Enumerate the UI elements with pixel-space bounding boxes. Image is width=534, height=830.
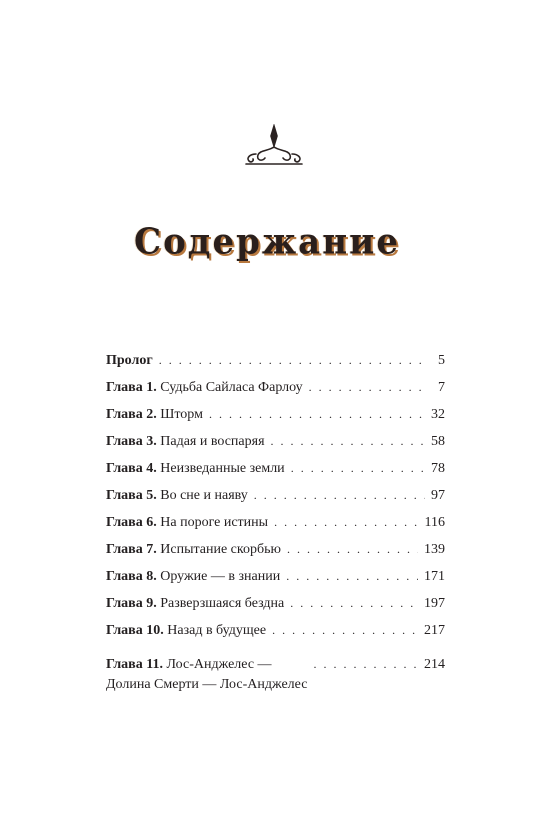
toc-page-number: 139: [424, 542, 445, 557]
toc-page-number: 197: [424, 596, 445, 611]
dot-leader: [274, 512, 418, 532]
toc-entry-chapter-6[interactable]: [106, 512, 445, 539]
toc-entry-prefix: Пролог: [106, 353, 153, 368]
toc-page-number: 217: [424, 623, 445, 638]
toc-entry-prefix: Глава 3.: [106, 434, 157, 449]
toc-page-number: 32: [431, 407, 445, 422]
toc-page-number: 214: [424, 657, 445, 672]
dot-leader: [272, 620, 418, 640]
toc-entry-title: Назад в будущее: [167, 623, 267, 638]
dot-leader: [290, 593, 418, 613]
toc-entry-chapter-1[interactable]: [106, 377, 445, 404]
toc-entry-chapter-3[interactable]: [106, 431, 445, 458]
page-title: Содержание: [134, 221, 400, 263]
toc-entry-chapter-11[interactable]: [106, 654, 445, 695]
toc-page-number: 97: [431, 488, 445, 503]
toc-page-number: 5: [438, 353, 445, 368]
toc-entry-chapter-9[interactable]: [106, 593, 445, 620]
toc-entry-prefix: Глава 4.: [106, 461, 157, 476]
toc-page-number: 58: [431, 434, 445, 449]
toc-entry-title: Испытание скорбью: [160, 542, 281, 557]
dot-leader: [254, 485, 425, 505]
dot-leader: [309, 377, 427, 397]
toc-entry-title: Неизведанные земли: [160, 461, 285, 476]
dot-leader: [271, 431, 425, 451]
table-of-contents: [106, 350, 445, 695]
toc-entry-title: На пороге истины: [160, 515, 269, 530]
toc-entry-prologue[interactable]: [106, 350, 445, 377]
toc-entry-prefix: Глава 1.: [106, 380, 157, 395]
dot-leader: [209, 404, 425, 424]
toc-entry-prefix: Глава 6.: [106, 515, 157, 530]
dot-leader: [286, 566, 418, 586]
toc-entry-title-line-2: Долина Смерти — Лос-Анджелес: [106, 677, 308, 692]
toc-entry-title: Разверзшаяся бездна: [160, 596, 285, 611]
toc-page-number: 116: [424, 515, 445, 530]
toc-entry-title: Судьба Сайласа Фарлоу: [160, 380, 303, 395]
toc-entry-chapter-4[interactable]: [106, 458, 445, 485]
dot-leader: [291, 458, 425, 478]
toc-entry-chapter-10[interactable]: [106, 620, 445, 654]
toc-entry-prefix: Глава 9.: [106, 596, 157, 611]
toc-entry-prefix: Глава 8.: [106, 569, 157, 584]
toc-entry-prefix: Глава 10.: [106, 623, 164, 638]
toc-entry-title-line-1: Лос-Анджелес —: [166, 657, 272, 672]
dot-leader: [159, 350, 427, 370]
toc-entry-prefix: Глава 2.: [106, 407, 157, 422]
dot-leader: [313, 654, 418, 674]
toc-page-number: 78: [431, 461, 445, 476]
toc-page-number: 7: [438, 380, 445, 395]
toc-entry-title: Шторм: [160, 407, 203, 422]
toc-entry-chapter-7[interactable]: [106, 539, 445, 566]
flourish-ornament-icon: [242, 124, 306, 166]
toc-entry-chapter-5[interactable]: [106, 485, 445, 512]
toc-entry-chapter-2[interactable]: [106, 404, 445, 431]
toc-page-number: 171: [424, 569, 445, 584]
toc-entry-title: Во сне и наяву: [160, 488, 248, 503]
toc-entry-prefix: Глава 7.: [106, 542, 157, 557]
toc-entry-title: Падая и воспаряя: [160, 434, 265, 449]
toc-entry-title: Оружие — в знании: [160, 569, 281, 584]
toc-entry-prefix: Глава 11.: [106, 657, 163, 672]
dot-leader: [287, 539, 418, 559]
toc-entry-chapter-8[interactable]: [106, 566, 445, 593]
toc-entry-prefix: Глава 5.: [106, 488, 157, 503]
